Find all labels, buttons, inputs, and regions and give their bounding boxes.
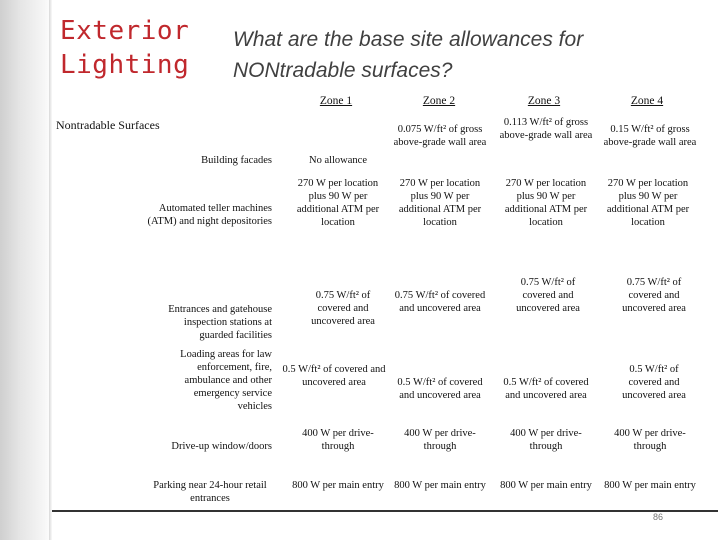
subtitle-line-1: What are the base site allowances for bbox=[233, 28, 584, 51]
cell-facades-zone4: 0.15 W/ft² of gross above-grade wall area bbox=[603, 124, 697, 148]
title-line-1: Exterior bbox=[60, 16, 190, 46]
cell-loading-zone3: 0.5 W/ft² of covered and uncovered area bbox=[503, 377, 589, 401]
row-label-building-facades: Building facades bbox=[201, 155, 272, 166]
cell-atm-zone1: 270 W per location plus 90 W per additional ATM per location bbox=[296, 178, 380, 228]
zone-2-header: Zone 2 bbox=[422, 95, 456, 107]
cell-parking-zone2: 800 W per main entry bbox=[394, 480, 486, 491]
cell-loading-zone1: 0.5 W/ft² of covered and uncovered area bbox=[282, 364, 386, 388]
cell-entrances-zone1: 0.75 W/ft² of covered and uncovered area bbox=[311, 290, 375, 327]
cell-facades-zone1: No allowance bbox=[308, 155, 368, 166]
cell-driveup-zone3: 400 W per drive-through bbox=[510, 428, 582, 452]
zone-3-header: Zone 3 bbox=[527, 95, 561, 107]
row-label-loading-areas: Loading areas for law enforcement, fire, ambulance and other emergency service vehicles bbox=[180, 349, 272, 412]
slide-subtitle bbox=[233, 24, 583, 86]
cell-entrances-zone2: 0.75 W/ft² of covered and uncovered area bbox=[394, 290, 486, 314]
decorative-side-bar bbox=[0, 0, 52, 540]
cell-loading-zone2: 0.5 W/ft² of covered and uncovered area bbox=[397, 377, 483, 401]
row-label-parking: Parking near 24-hour retail entrances bbox=[153, 480, 267, 504]
cell-entrances-zone4: 0.75 W/ft² of covered and uncovered area bbox=[622, 277, 686, 314]
zone-1-header: Zone 1 bbox=[319, 95, 353, 107]
cell-driveup-zone4: 400 W per drive-through bbox=[614, 428, 686, 452]
cell-facades-zone3: 0.113 W/ft² of gross above-grade wall area bbox=[499, 117, 593, 141]
zone-4-header: Zone 4 bbox=[630, 95, 664, 107]
cell-driveup-zone2: 400 W per drive-through bbox=[404, 428, 476, 452]
page-number: 86 bbox=[653, 512, 664, 522]
title-line-2: Lighting bbox=[60, 50, 190, 80]
cell-atm-zone3: 270 W per location plus 90 W per additional ATM per location bbox=[504, 178, 588, 228]
row-label-drive-up: Drive-up window/doors bbox=[171, 441, 272, 452]
cell-atm-zone2: 270 W per location plus 90 W per additional ATM per location bbox=[398, 178, 482, 228]
allowance-table bbox=[52, 90, 718, 510]
slide-title bbox=[60, 14, 189, 82]
cell-parking-zone1: 800 W per main entry bbox=[292, 480, 384, 491]
category-label: Nontradable Surfaces bbox=[56, 118, 160, 132]
row-label-entrances: Entrances and gatehouse inspection stations at guarded facilities bbox=[168, 304, 272, 341]
cell-loading-zone4: 0.5 W/ft² of covered and uncovered area bbox=[622, 364, 686, 401]
cell-facades-zone2: 0.075 W/ft² of gross above-grade wall area bbox=[393, 124, 487, 148]
subtitle-line-2: NONtradable surfaces? bbox=[233, 59, 453, 82]
cell-entrances-zone3: 0.75 W/ft² of covered and uncovered area bbox=[516, 277, 580, 314]
cell-driveup-zone1: 400 W per drive-through bbox=[302, 428, 374, 452]
cell-parking-zone4: 800 W per main entry bbox=[604, 480, 696, 491]
table-bottom-rule bbox=[52, 510, 718, 512]
cell-parking-zone3: 800 W per main entry bbox=[500, 480, 592, 491]
row-label-atm: Automated teller machines (ATM) and night depositories bbox=[147, 203, 272, 227]
cell-atm-zone4: 270 W per location plus 90 W per additional ATM per location bbox=[606, 178, 690, 228]
